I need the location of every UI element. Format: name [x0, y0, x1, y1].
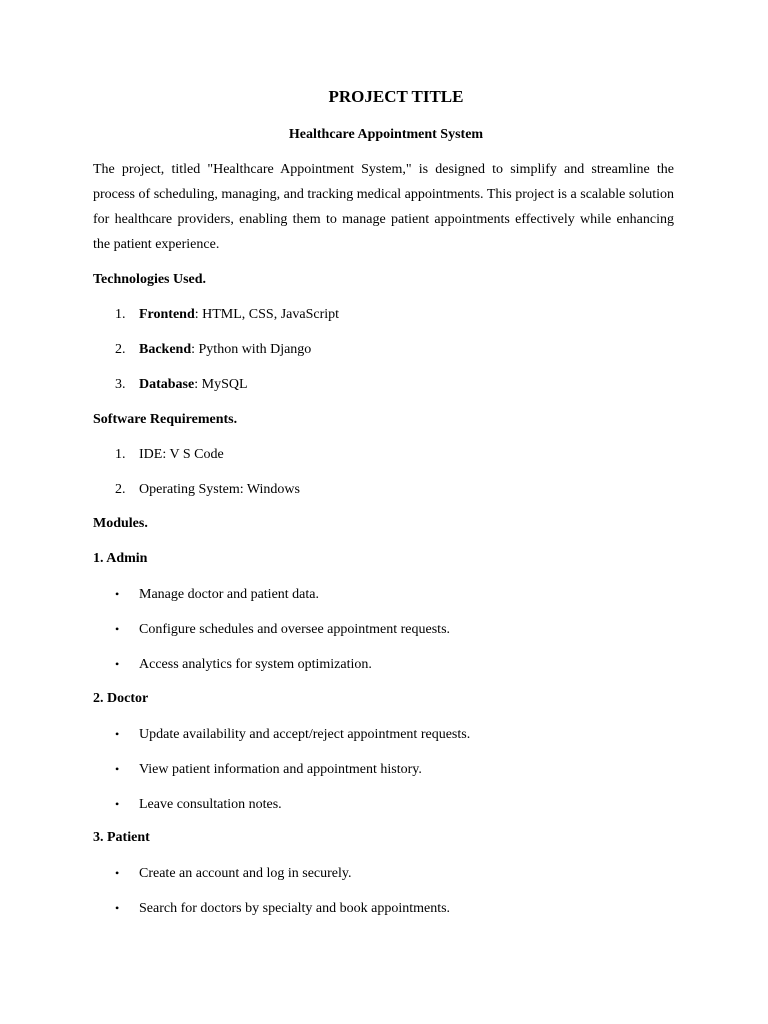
bullet-icon: • — [115, 587, 120, 601]
list-item-text: Operating System: Windows — [139, 482, 300, 497]
bullet-text: Search for doctors by specialty and book appointments. — [139, 901, 451, 916]
bullet-item — [115, 863, 352, 884]
bullet-text: Access analytics for system optimization. — [139, 657, 372, 672]
intro-paragraph: The project, titled "Healthcare Appointment System," is designed to simplify and streamline the process of scheduling, managing, and tracking medical appointments. This project is a scalable solution for healthcare providers, enabling them to manage patient appointments effectively while enhancing the patient experience. — [93, 162, 674, 252]
bullet-item — [115, 794, 282, 815]
list-number: 2. — [115, 482, 126, 497]
software-heading: Software Requirements. — [93, 412, 238, 427]
bullet-item — [115, 654, 372, 675]
module-heading-admin: 1. Admin — [93, 551, 148, 566]
bullet-item — [115, 619, 450, 640]
modules-heading: Modules. — [93, 516, 148, 531]
bullet-item — [115, 724, 470, 745]
list-item — [115, 445, 224, 465]
page-title: PROJECT TITLE — [328, 87, 464, 106]
bullet-text: Leave consultation notes. — [139, 797, 282, 812]
list-item-label: Database — [139, 377, 195, 392]
list-number: 3. — [115, 377, 126, 392]
list-item — [115, 375, 248, 395]
bullet-icon: • — [115, 622, 120, 636]
bullet-icon: • — [115, 866, 120, 880]
bullet-item — [115, 584, 319, 605]
bullet-icon: • — [115, 657, 120, 671]
bullet-icon: • — [115, 762, 120, 776]
list-number: 1. — [115, 447, 126, 462]
list-item-label: Frontend — [139, 307, 195, 322]
bullet-icon: • — [115, 901, 120, 915]
list-number: 2. — [115, 342, 126, 357]
bullet-icon: • — [115, 727, 120, 741]
bullet-item — [115, 759, 422, 780]
list-item-value: : Python with Django — [191, 342, 312, 357]
bullet-text: Update availability and accept/reject appointment requests. — [139, 727, 471, 742]
bullet-text: Create an account and log in securely. — [139, 866, 352, 881]
list-item — [115, 480, 300, 500]
module-heading-doctor: 2. Doctor — [93, 691, 149, 706]
list-item — [115, 305, 339, 325]
technologies-heading: Technologies Used. — [93, 272, 207, 287]
list-number: 1. — [115, 307, 126, 322]
list-item-text: IDE: V S Code — [139, 447, 224, 462]
bullet-icon: • — [115, 797, 120, 811]
list-item-label: Backend — [139, 342, 192, 357]
bullet-text: Manage doctor and patient data. — [139, 587, 319, 602]
module-heading-patient: 3. Patient — [93, 830, 150, 845]
list-item — [115, 340, 311, 360]
bullet-text: View patient information and appointment history. — [139, 762, 422, 777]
list-item-value: : MySQL — [194, 377, 248, 392]
bullet-text: Configure schedules and oversee appointment requests. — [139, 622, 451, 637]
bullet-item — [115, 898, 450, 919]
project-name: Healthcare Appointment System — [288, 127, 484, 142]
list-item-value: : HTML, CSS, JavaScript — [194, 307, 340, 322]
